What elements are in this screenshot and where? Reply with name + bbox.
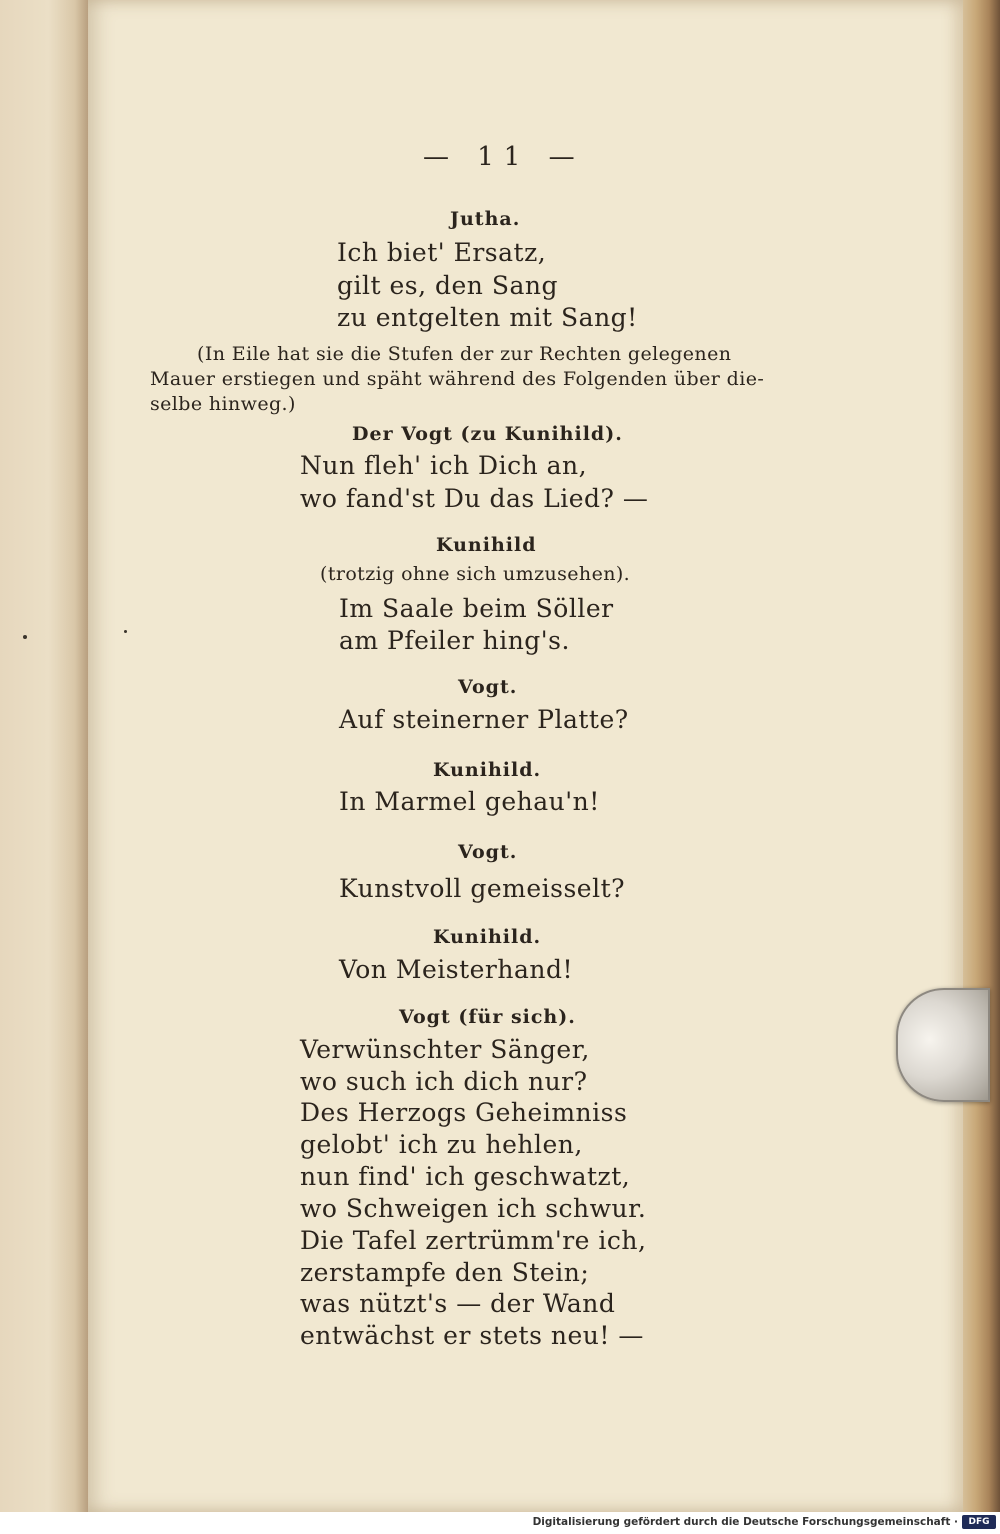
funding-credit: Digitalisierung gefördert durch die Deutsche Forschungsgemeinschaft · bbox=[532, 1516, 958, 1528]
verse-line: Nun fleh' ich Dich an, bbox=[300, 451, 588, 480]
verse-line: In Marmel gehau'n! bbox=[339, 787, 600, 816]
verse-line: Im Saale beim Söller bbox=[339, 594, 614, 623]
speaker-label: Der Vogt (zu Kunihild). bbox=[352, 423, 623, 445]
verse-line: entwächst er stets neu! — bbox=[300, 1321, 644, 1350]
verse-line: Des Herzogs Geheimniss bbox=[300, 1098, 628, 1127]
verse-line: wo such ich dich nur? bbox=[300, 1067, 588, 1096]
verse-line: wo fand'st Du das Lied? — bbox=[300, 484, 649, 513]
verse-line: was nützt's — der Wand bbox=[300, 1289, 616, 1318]
verse-line: gilt es, den Sang bbox=[337, 271, 558, 300]
verse-line: zerstampfe den Stein; bbox=[300, 1258, 590, 1287]
verse-line: wo Schweigen ich schwur. bbox=[300, 1194, 647, 1223]
page-number: — 11 — bbox=[423, 142, 585, 172]
footer-bar bbox=[0, 1512, 1000, 1534]
verse-line: Verwünschter Sänger, bbox=[300, 1035, 590, 1064]
speaker-label: Vogt. bbox=[458, 676, 518, 698]
verse-line: Auf steinerner Platte? bbox=[339, 705, 629, 734]
stage-direction: (In Eile hat sie die Stufen der zur Rechten gelegenen bbox=[197, 343, 732, 365]
verse-line: Ich biet' Ersatz, bbox=[337, 238, 547, 267]
verse-line: gelobt' ich zu hehlen, bbox=[300, 1130, 583, 1159]
verse-line: nun find' ich geschwatzt, bbox=[300, 1162, 631, 1191]
speaker-label: Vogt. bbox=[458, 841, 518, 863]
speaker-label: Jutha. bbox=[450, 208, 521, 230]
stage-direction: selbe hinweg.) bbox=[150, 393, 296, 415]
dfg-logo: DFG bbox=[962, 1515, 996, 1529]
verse-line: Die Tafel zertrümm're ich, bbox=[300, 1226, 647, 1255]
speaker-label: Kunihild bbox=[436, 534, 537, 556]
verse-line: zu entgelten mit Sang! bbox=[337, 303, 638, 332]
verse-line: am Pfeiler hing's. bbox=[339, 626, 570, 655]
verse-line: Von Meisterhand! bbox=[339, 955, 574, 984]
speaker-label: Vogt (für sich). bbox=[399, 1006, 576, 1028]
speaker-label: Kunihild. bbox=[433, 759, 542, 781]
verse-line: Kunstvoll gemeisselt? bbox=[339, 874, 626, 903]
stage-direction: Mauer erstiegen und späht während des Folgenden über die- bbox=[150, 368, 765, 390]
speaker-label: Kunihild. bbox=[433, 926, 542, 948]
stage-direction: (trotzig ohne sich umzusehen). bbox=[320, 563, 631, 585]
